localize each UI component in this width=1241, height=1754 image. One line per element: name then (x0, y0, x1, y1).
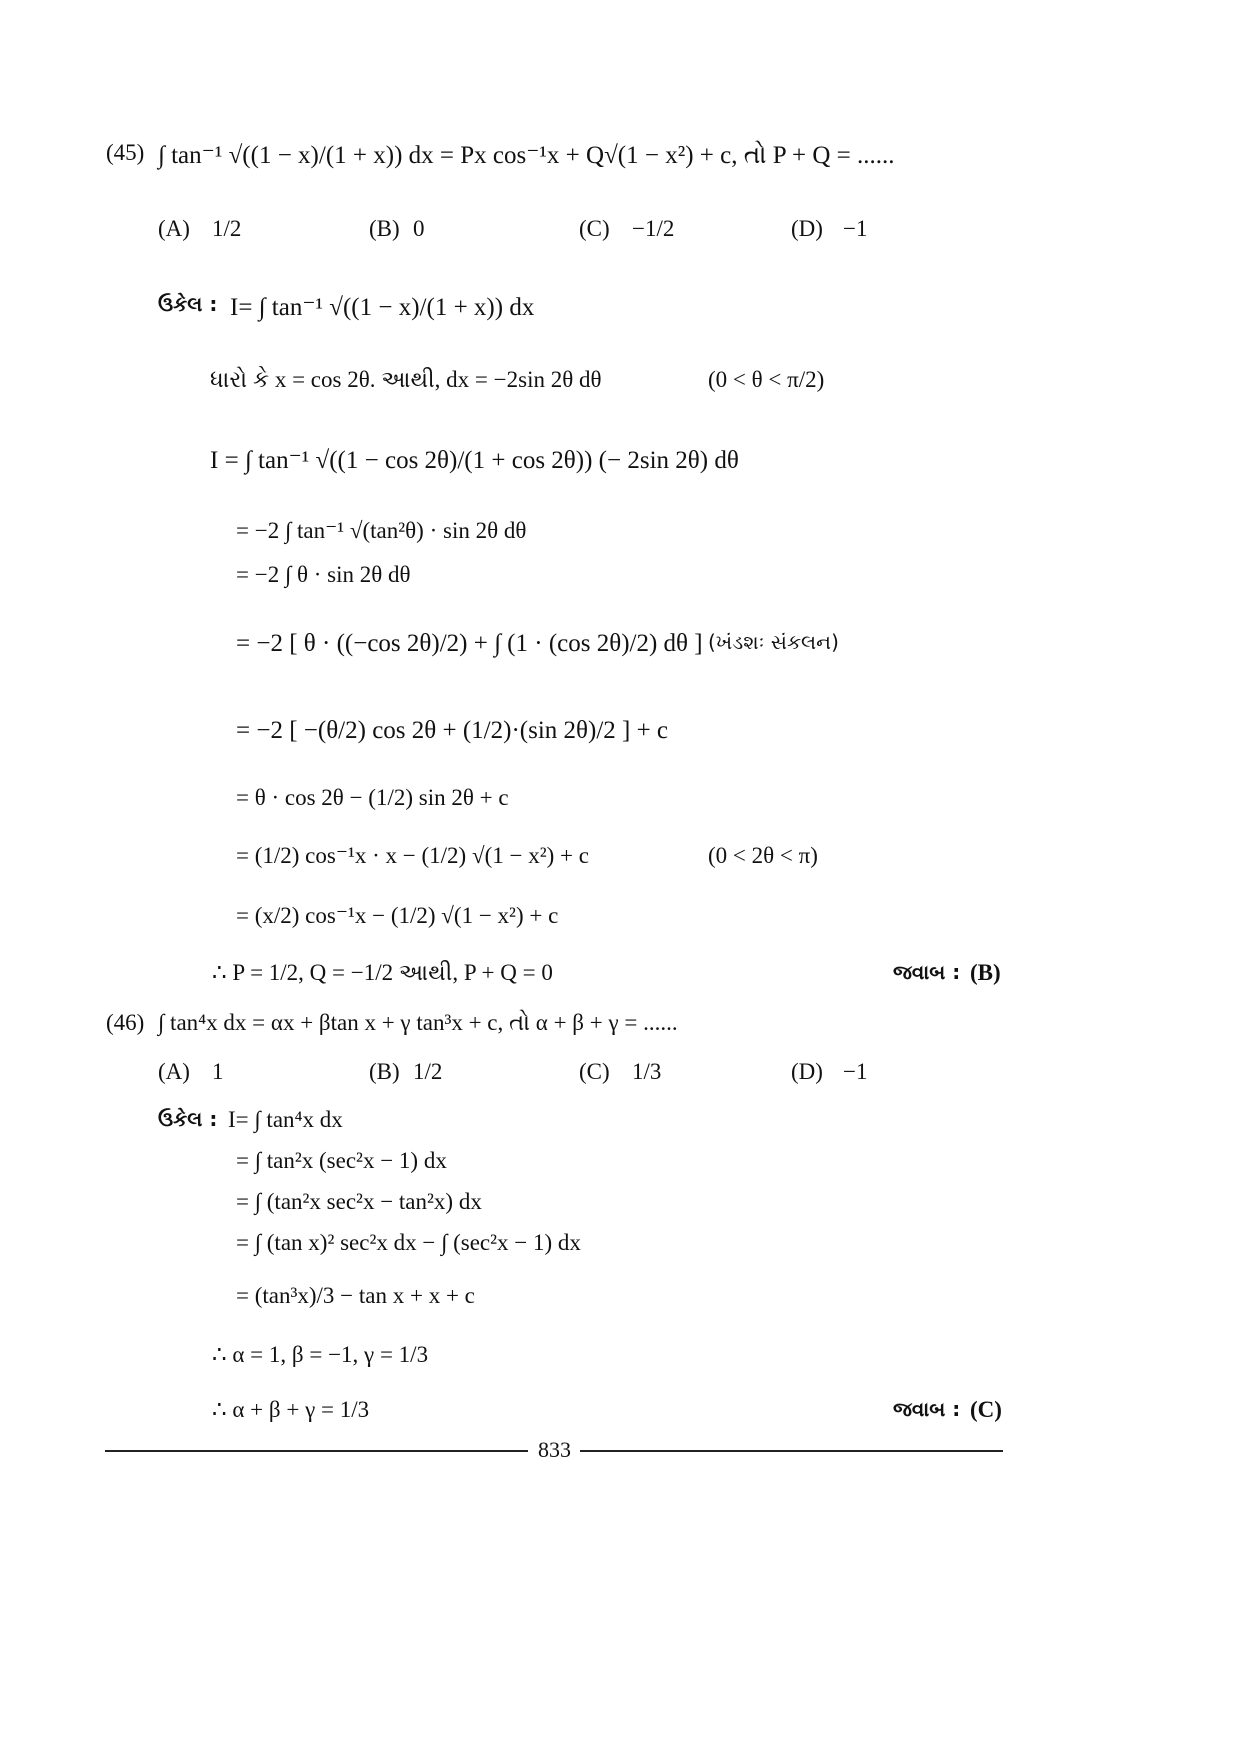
q46-solution-row (0, 1107, 1241, 1147)
q45-option-b-value: 0 (413, 216, 425, 241)
q45-solution-start: I= ∫ tan⁻¹ √((1 − x)/(1 + x)) dx (230, 294, 535, 321)
q45-step-5-text: = −2 [ −(θ/2) cos 2θ + (1/2)·(sin 2θ)/2 ] + c (236, 717, 669, 744)
q46-conclusion-2-row (0, 1397, 1241, 1437)
q45-option-a-label: (A) (158, 216, 190, 241)
q45-substitution-note: (0 < θ < π/2) (708, 367, 825, 392)
q46-answer: (C) (970, 1397, 1002, 1422)
q45-option-b-label: (B) (369, 216, 400, 241)
q46-question: ∫ tan⁴x dx = αx + βtan x + γ tan³x + c, તો α + β + γ = ...... (158, 1010, 678, 1035)
q45-step-7 (0, 843, 1241, 883)
q46-conclusion-2: ∴ α + β + γ = 1/3 (212, 1397, 370, 1422)
q46-option-d-value: −1 (843, 1059, 868, 1084)
q46-conclusion-1: ∴ α = 1, β = −1, γ = 1/3 (212, 1342, 429, 1367)
q45-step-8 (0, 903, 1241, 943)
q46-option-c-label: (C) (579, 1059, 610, 1084)
q45-question: ∫ tan⁻¹ √((1 − x)/(1 + x)) dx = Px cos⁻¹x + Q√(1 − x²) + c, તો P + Q = ...... (158, 142, 895, 169)
q45-step-1 (0, 445, 1241, 485)
q46-options (0, 1059, 1241, 1099)
q45-step-6-text: = θ · cos 2θ − (1/2) sin 2θ + c (236, 785, 509, 810)
q46-conclusion-1-row (0, 1342, 1241, 1382)
q46-step-3 (0, 1230, 1241, 1270)
q46-step-2 (0, 1189, 1241, 1229)
q45-step-4-note: (ખંડશઃ સંકલન) (708, 630, 839, 654)
q46-option-b-value: 1/2 (413, 1059, 443, 1084)
footer-rule-right (580, 1450, 1003, 1452)
q45-step-2 (0, 518, 1241, 558)
q45-step-3 (0, 562, 1241, 602)
q45-step-4 (0, 630, 1241, 670)
q46-step-3-text: = ∫ (tan x)² sec²x dx − ∫ (sec²x − 1) dx (236, 1230, 581, 1255)
q46-option-a-label: (A) (158, 1059, 190, 1084)
q45-solution-label: ઉકેલ : (158, 292, 218, 316)
q46-solution-start: I= ∫ tan⁴x dx (228, 1107, 343, 1132)
page-number: 833 (538, 1437, 571, 1462)
q45-substitution: ધારો કે x = cos 2θ. આથી, dx = −2sin 2θ dθ (210, 367, 602, 392)
q46-answer-label: જવાબ : (893, 1397, 961, 1421)
q46-step-2-text: = ∫ (tan²x sec²x − tan²x) dx (236, 1189, 482, 1214)
q45-option-a-value: 1/2 (212, 216, 242, 241)
q46-solution-label: ઉકેલ : (158, 1107, 218, 1131)
q45-question-row (0, 140, 1241, 180)
q46-option-c-value: 1/3 (632, 1059, 662, 1084)
q45-option-d-value: −1 (843, 216, 868, 241)
q46-step-1 (0, 1148, 1241, 1188)
q45-step-6 (0, 785, 1241, 825)
q46-number: (46) (106, 1010, 145, 1035)
q45-step-2-text: = −2 ∫ tan⁻¹ √(tan²θ) · sin 2θ dθ (236, 518, 527, 543)
q45-step-7-text: = (1/2) cos⁻¹x · x − (1/2) √(1 − x²) + c (236, 843, 589, 868)
q45-conclusion-row (0, 960, 1241, 1000)
q45-option-c-label: (C) (579, 216, 610, 241)
q45-options (0, 216, 1241, 256)
q46-question-row (0, 1010, 1241, 1050)
q45-number: (45) (106, 140, 145, 165)
q46-option-b-label: (B) (369, 1059, 400, 1084)
q45-step-1-text: I = ∫ tan⁻¹ √((1 − cos 2θ)/(1 + cos 2θ)) (− 2sin 2θ) dθ (210, 447, 739, 474)
q46-step-1-text: = ∫ tan²x (sec²x − 1) dx (236, 1148, 447, 1173)
footer-rule-left (105, 1450, 528, 1452)
q45-step-3-text: = −2 ∫ θ · sin 2θ dθ (236, 562, 411, 587)
q46-step-4 (0, 1283, 1241, 1323)
q45-solution-row (0, 292, 1241, 332)
q45-answer: (B) (970, 960, 1001, 985)
q45-option-d-label: (D) (791, 216, 823, 241)
q45-step-5 (0, 717, 1241, 757)
q45-substitution-row (0, 367, 1241, 407)
q46-option-a-value: 1 (212, 1059, 224, 1084)
q45-step-7-note: (0 < 2θ < π) (708, 843, 818, 868)
q45-answer-label: જવાબ : (893, 960, 961, 984)
q45-step-4-text: = −2 [ θ · ((−cos 2θ)/2) + ∫ (1 · (cos 2θ)/2) dθ ] (236, 630, 703, 657)
q46-step-4-text: = (tan³x)/3 − tan x + x + c (236, 1283, 475, 1308)
q45-option-c-value: −1/2 (632, 216, 675, 241)
q45-step-8-text: = (x/2) cos⁻¹x − (1/2) √(1 − x²) + c (236, 903, 559, 928)
q46-option-d-label: (D) (791, 1059, 823, 1084)
q45-conclusion: ∴ P = 1/2, Q = −1/2 આથી, P + Q = 0 (212, 960, 553, 985)
